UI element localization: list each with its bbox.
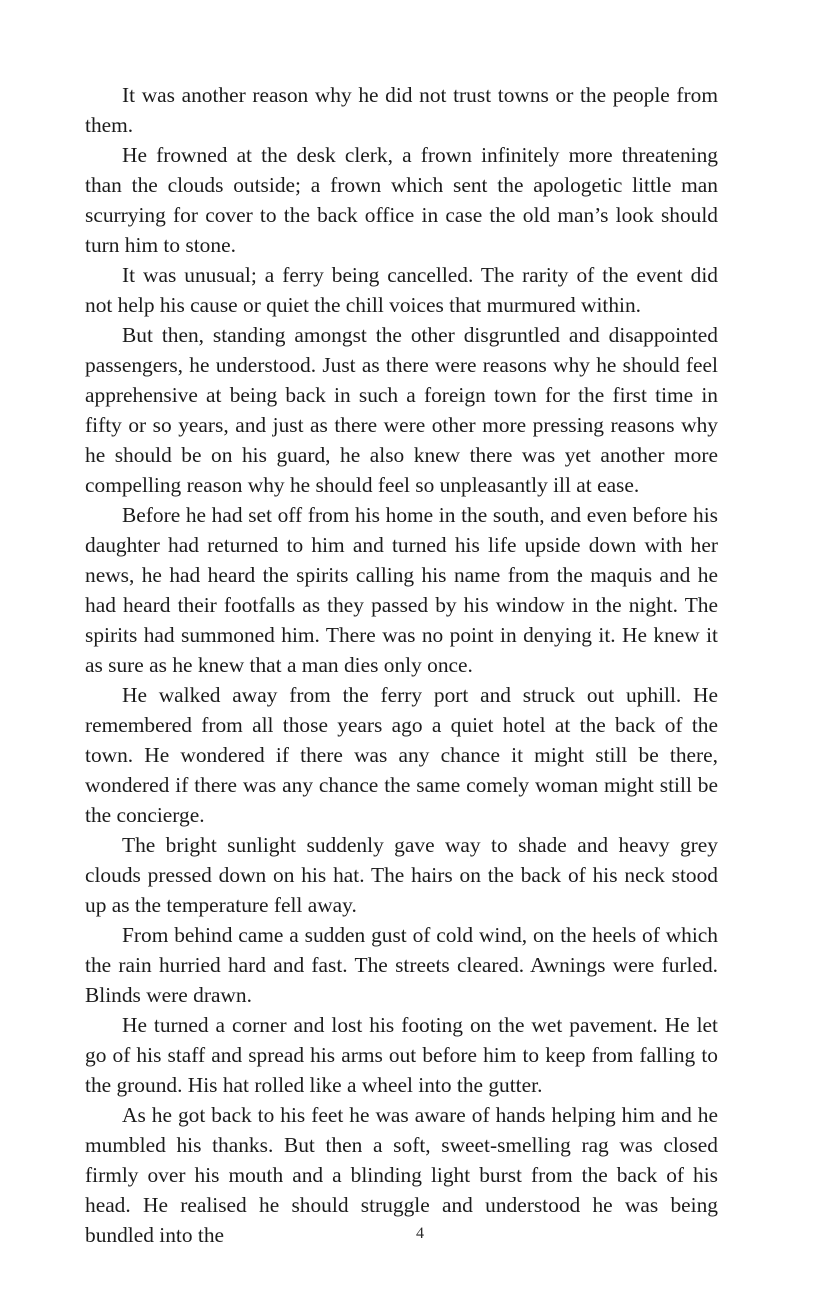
paragraph-2: He frowned at the desk clerk, a frown infinitely more threatening than the clouds outside; a frown which sent the apologetic little man scurrying for cover to the back office in case the old man’s look should turn him to stone. (85, 143, 718, 257)
paragraph-7: The bright sunlight suddenly gave way to shade and heavy grey clouds pressed down on his hat. The hairs on the back of his neck stood up as the temperature fell away. (85, 833, 718, 917)
paragraph-4: But then, standing amongst the other disgruntled and disappointed passengers, he understood. Just as there were reasons why he should feel apprehensive at being back in such a foreign town for the first time in fifty or so years, and just as there were other more pressing reasons why he should be on his guard, he also knew there was yet another more compelling reason why he should feel so unpleasantly ill at ease. (85, 323, 718, 497)
paragraph-9: He turned a corner and lost his footing on the wet pavement. He let go of his staff and spread his arms out before him to keep from falling to the ground. His hat rolled like a wheel into the gutter. (85, 1013, 718, 1097)
paragraph-10: As he got back to his feet he was aware of hands helping him and he mumbled his thanks. But then a soft, sweet-smelling rag was closed firmly over his mouth and a blinding light burst from the back of his head. He realised he should struggle and understood he was being bundled into the (85, 1103, 718, 1247)
paragraph-1: It was another reason why he did not trust towns or the people from them. (85, 83, 718, 137)
paragraph-5: Before he had set off from his home in the south, and even before his daughter had returned to him and turned his life upside down with her news, he had heard the spirits calling his name from the maquis and he had heard their footfalls as they passed by his window in the night. The spirits had summoned him. There was no point in denying it. He knew it as sure as he knew that a man dies only once. (85, 503, 718, 677)
page-number: 4 (416, 1225, 424, 1242)
paragraph-6: He walked away from the ferry port and struck out uphill. He remembered from all those years ago a quiet hotel at the back of the town. He wondered if there was any chance it might still be there, wondered if there was any chance the same comely woman might still be the concierge. (85, 683, 718, 827)
paragraph-3: It was unusual; a ferry being cancelled. The rarity of the event did not help his cause or quiet the chill voices that murmured within. (85, 263, 718, 317)
body-text (85, 80, 718, 1250)
paragraph-8: From behind came a sudden gust of cold wind, on the heels of which the rain hurried hard and fast. The streets cleared. Awnings were furled. Blinds were drawn. (85, 923, 718, 1007)
